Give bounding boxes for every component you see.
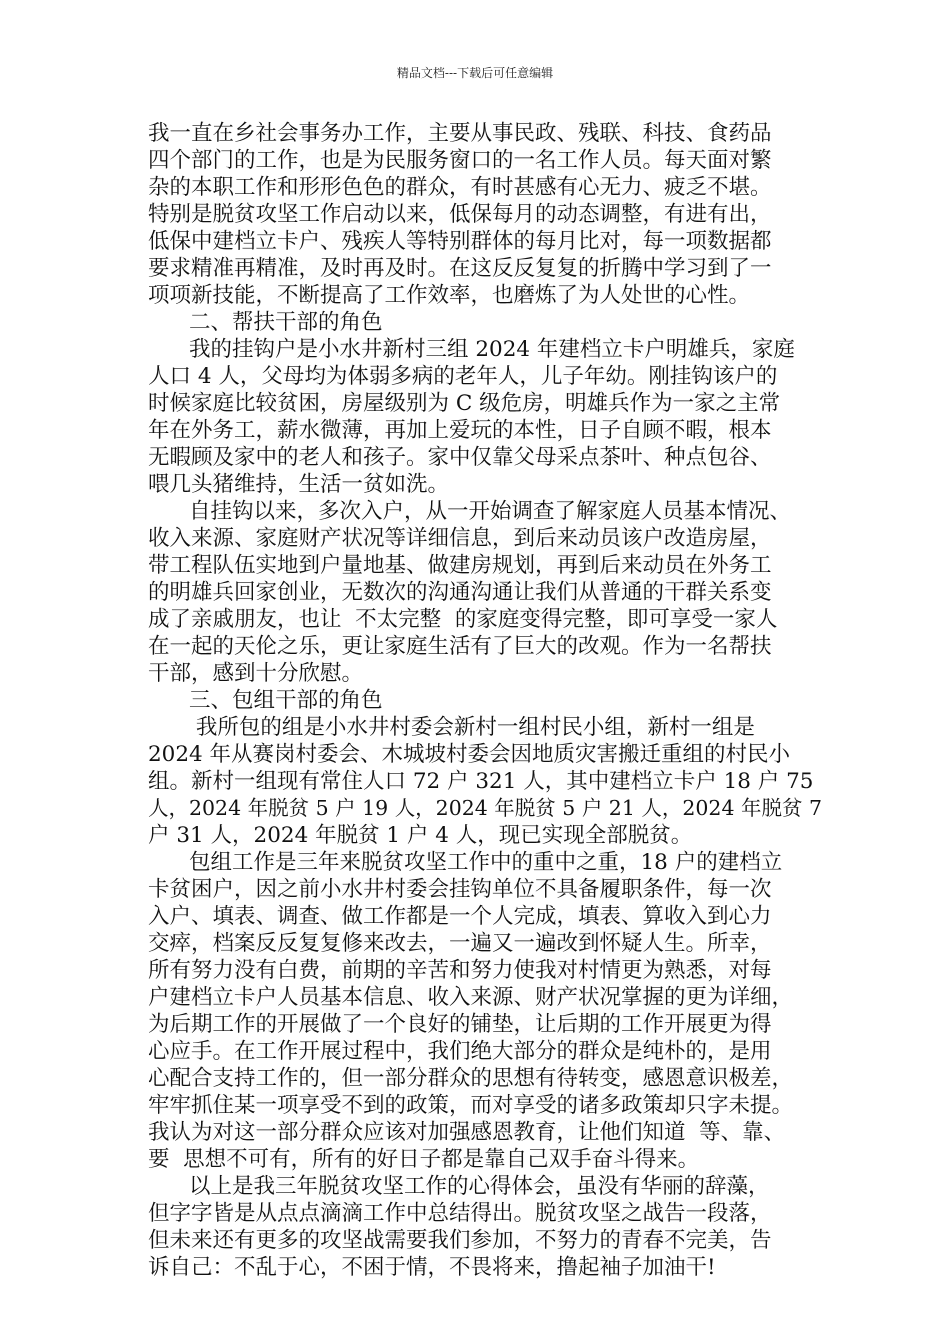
text-line: 2024 年从赛岗村委会、木城坡村委会因地质灾害搬迁重组的村民小 — [148, 742, 791, 767]
text-line: 诉自己：不乱于心，不困于情，不畏将来，撸起袖子加油干! — [148, 1255, 716, 1280]
text-line: 干部，感到十分欣慰。 — [148, 661, 364, 686]
text-line: 项项新技能，不断提高了工作效率，也磨炼了为人处世的心性。 — [148, 283, 751, 308]
text-line: 牢牢抓住某一项享受不到的政策，而对享受的诸多政策却只字未提。 — [148, 1093, 794, 1118]
text-line: 无暇顾及家中的老人和孩子。家中仅靠父母采点茶叶、种点包谷、 — [148, 445, 772, 470]
text-line: 四个部门的工作，也是为民服务窗口的一名工作人员。每天面对繁 — [148, 148, 772, 173]
text-line: 包组工作是三年来脱贫攻坚工作中的重中之重，18 户的建档立 — [148, 850, 783, 875]
text-line: 但未来还有更多的攻坚战需要我们参加，不努力的青春不完美，告 — [148, 1228, 772, 1253]
text-line: 低保中建档立卡户、残疾人等特别群体的每月比对，每一项数据都 — [148, 229, 772, 254]
document-body — [148, 120, 822, 1281]
text-line: 户建档立卡户人员基本信息、收入来源、财产状况掌握的更为详细， — [148, 985, 794, 1010]
text-line: 时候家庭比较贫困，房屋级别为 C 级危房，明雄兵作为一家之主常 — [148, 391, 781, 416]
text-line: 心配合支持工作的，但一部分群众的思想有待转变，感恩意识极差， — [148, 1066, 794, 1091]
text-line: 的明雄兵回家创业，无数次的沟通沟通让我们从普通的干群关系变 — [148, 580, 772, 605]
text-line: 组。新村一组现有常住人口 72 户 321 人，其中建档立卡户 18 户 75 — [148, 769, 814, 794]
text-line: 我认为对这一部分群众应该对加强感恩教育，让他们知道 等、靠、 — [148, 1120, 786, 1145]
text-line: 成了亲戚朋友，也让 不太完整 的家庭变得完整，即可享受一家人 — [148, 607, 778, 632]
section-heading: 三、包组干部的角色 — [148, 688, 383, 713]
text-line: 为后期工作的开展做了一个良好的铺垫，让后期的工作开展更为得 — [148, 1012, 772, 1037]
text-line: 杂的本职工作和形形色色的群众，有时甚感有心无力、疲乏不堪。 — [148, 175, 772, 200]
text-line: 心应手。在工作开展过程中，我们绝大部分的群众是纯朴的，是用 — [148, 1039, 772, 1064]
section-heading: 二、帮扶干部的角色 — [148, 310, 383, 335]
page-header: 精品文档---下载后可任意编辑 — [396, 66, 554, 80]
text-line: 人，2024 年脱贫 5 户 19 人，2024 年脱贫 5 户 21 人，2024 年脱贫 7 — [148, 796, 822, 820]
text-line: 我的挂钩户是小水井新村三组 2024 年建档立卡户明雄兵，家庭 — [148, 337, 795, 362]
text-line: 但字字皆是从点点滴滴工作中总结得出。脱贫攻坚之战告一段落， — [148, 1201, 772, 1226]
text-line: 带工程队伍实地到户量地基、做建房规划，再到后来动员在外务工 — [148, 553, 772, 578]
text-line: 收入来源、家庭财产状况等详细信息，到后来动员该户改造房屋， — [148, 526, 772, 551]
text-line: 自挂钩以来，多次入户，从一开始调查了解家庭人员基本情况、 — [148, 499, 792, 524]
text-line: 要求精准再精准，及时再及时。在这反反复复的折腾中学习到了一 — [148, 256, 772, 281]
text-line: 我所包的组是小水井村委会新村一组村民小组，新村一组是 — [148, 715, 755, 740]
text-line: 以上是我三年脱贫攻坚工作的心得体会，虽没有华丽的辞藻， — [148, 1174, 770, 1199]
text-line: 人口 4 人，父母均为体弱多病的老年人，儿子年幼。刚挂钩该户的 — [148, 364, 778, 389]
text-line: 入户、填表、调查、做工作都是一个人完成，填表、算收入到心力 — [148, 904, 772, 929]
text-line: 特别是脱贫攻坚工作启动以来，低保每月的动态调整，有进有出， — [148, 202, 772, 227]
text-line: 户 31 人，2024 年脱贫 1 户 4 人，现已实现全部脱贫。 — [148, 823, 693, 848]
text-line: 在一起的天伦之乐，更让家庭生活有了巨大的改观。作为一名帮扶 — [148, 634, 772, 659]
text-line: 所有努力没有白费，前期的辛苦和努力使我对村情更为熟悉，对每 — [148, 958, 772, 983]
text-line: 要 思想不可有，所有的好日子都是靠自己双手奋斗得来。 — [148, 1147, 700, 1172]
text-line: 我一直在乡社会事务办工作，主要从事民政、残联、科技、食药品 — [148, 121, 772, 146]
text-line: 年在外务工，薪水微薄，再加上爱玩的本性，日子自顾不暇，根本 — [148, 418, 772, 443]
text-line: 喂几头猪维持，生活一贫如洗。 — [148, 472, 450, 497]
text-line: 交瘁，档案反反复复修来改去，一遍又一遍改到怀疑人生。所幸， — [148, 931, 772, 956]
text-line: 卡贫困户，因之前小水井村委会挂钩单位不具备履职条件，每一次 — [148, 877, 772, 902]
